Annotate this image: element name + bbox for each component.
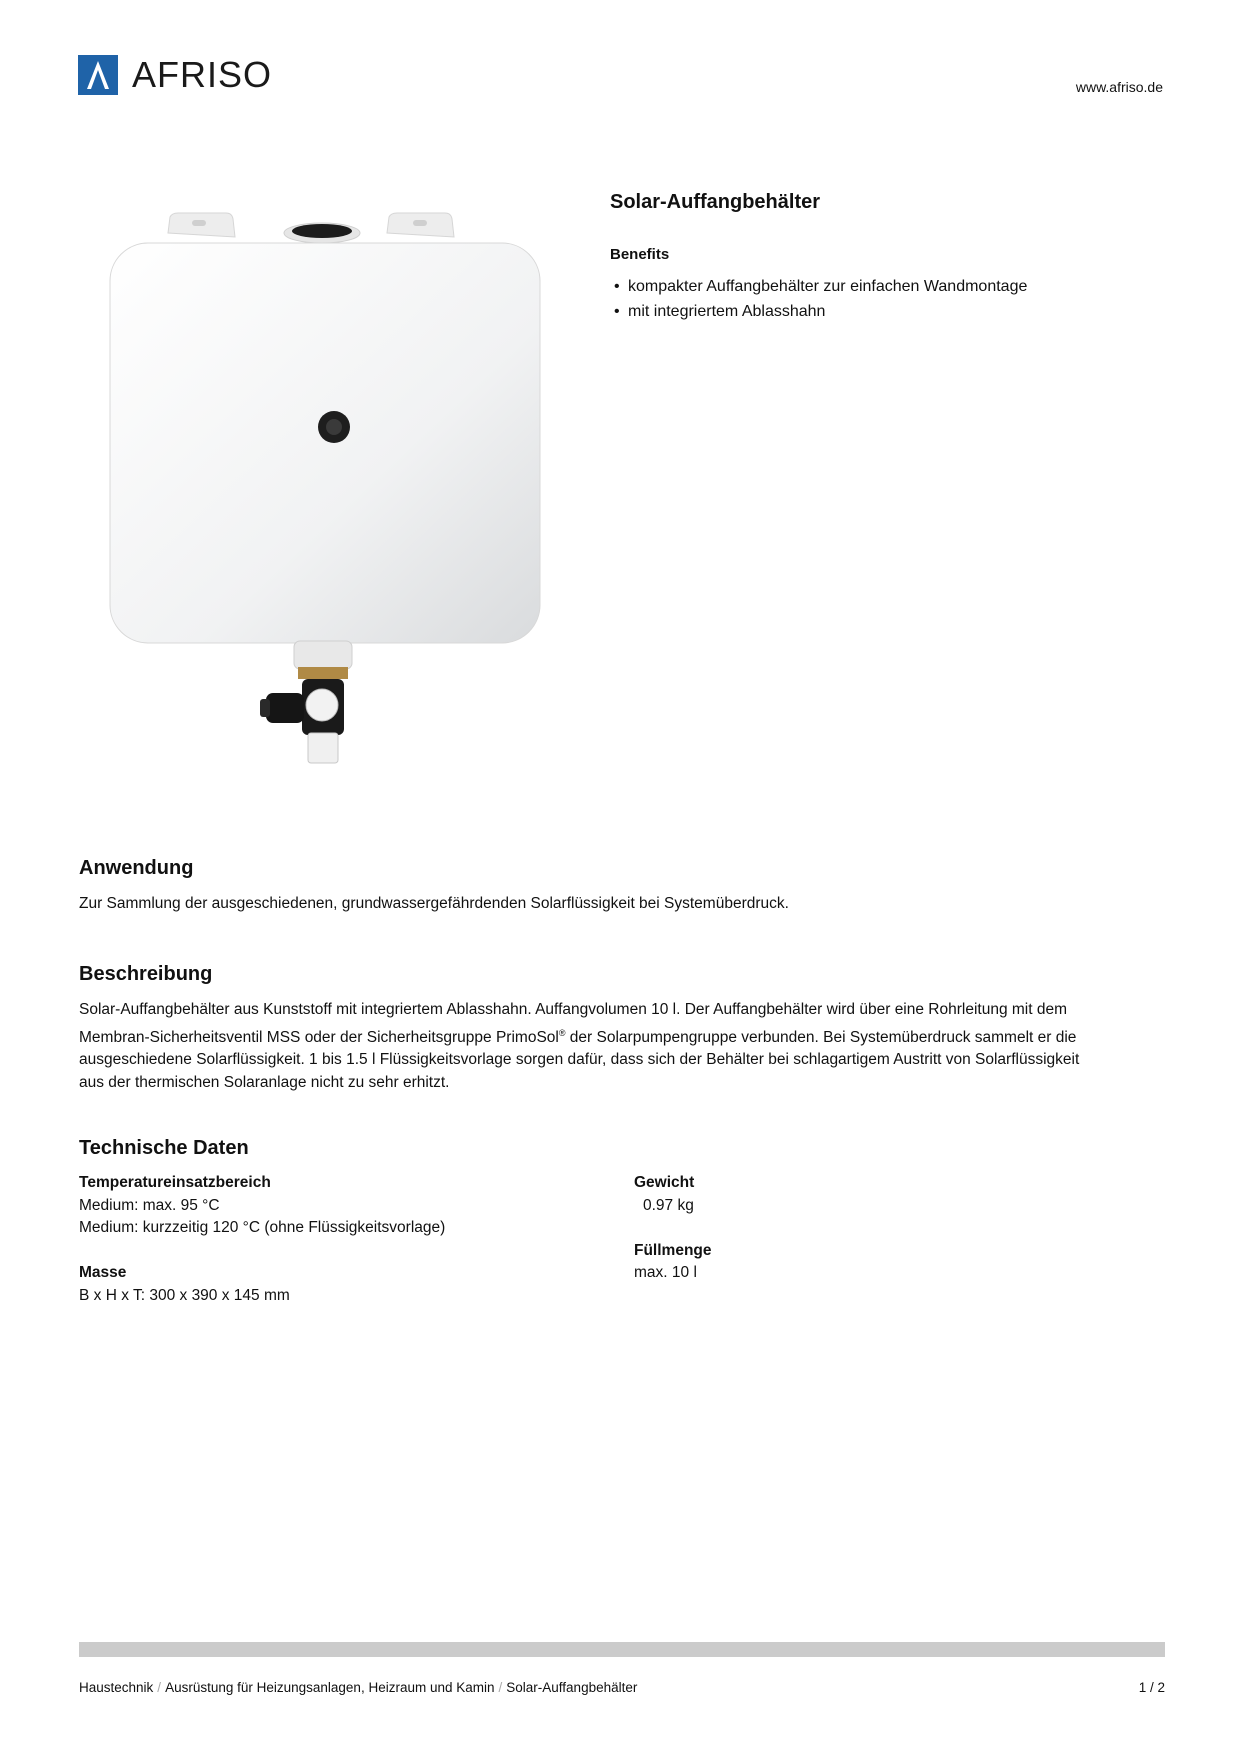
fuellmenge-value: max. 10 l	[634, 1264, 697, 1281]
registered-mark: ®	[558, 1027, 566, 1038]
beschreibung-line	[79, 1022, 1169, 1050]
collection-tank-image	[100, 205, 550, 775]
section-title-beschreibung: Beschreibung	[79, 963, 213, 985]
bullet-icon: •	[614, 303, 620, 320]
benefits-heading: Benefits	[610, 246, 670, 263]
section-title-anwendung: Anwendung	[79, 857, 194, 879]
afriso-triangle-logo-icon	[78, 55, 118, 95]
footer	[79, 1680, 1165, 1695]
footer-divider-bar	[79, 1642, 1165, 1657]
temperatur-value: Medium: max. 95 °C	[79, 1196, 220, 1214]
beschreibung-text	[79, 999, 1169, 1094]
afriso-logo	[78, 55, 272, 95]
temperatur-label: Temperatureinsatzbereich	[79, 1174, 271, 1191]
section-title-technische-daten: Technische Daten	[79, 1137, 249, 1159]
breadcrumb-separator: /	[498, 1680, 503, 1695]
breadcrumb-item[interactable]: Haustechnik	[79, 1680, 154, 1695]
masse-label: Masse	[79, 1264, 127, 1281]
beschreibung-segment: der Solarpumpengruppe verbunden. Bei Systemüberdruck sammelt er die	[565, 1028, 1077, 1046]
benefit-text: kompakter Auffangbehälter zur einfachen Wandmontage	[628, 278, 1028, 295]
breadcrumb	[79, 1680, 637, 1695]
benefit-text: mit integriertem Ablasshahn	[628, 303, 826, 320]
beschreibung-segment: Membran-Sicherheitsventil MSS oder der Sicherheitsgruppe PrimoSol	[79, 1028, 559, 1046]
product-title: Solar-Auffangbehälter	[610, 191, 821, 213]
gewicht-label: Gewicht	[634, 1174, 695, 1191]
page-number: 1 / 2	[1138, 1680, 1165, 1695]
beschreibung-line: Solar-Auffangbehälter aus Kunststoff mit integriertem Ablasshahn. Auffangvolumen 10 l. Der Auffangbehälter wird über eine Rohrleitung mit dem	[79, 1001, 1067, 1018]
gewicht-value: 0.97 kg	[643, 1196, 694, 1214]
fuellmenge-label: Füllmenge	[634, 1241, 712, 1259]
beschreibung-line: ausgeschiedene Solarflüssigkeit. 1 bis 1.5 l Flüssigkeitsvorlage sorgen dafür, dass sich der Behälter bei schlagartigem Austritt von Solarflüssigkeit	[79, 1051, 1080, 1069]
benefit-item	[614, 301, 1027, 326]
anwendung-text: Zur Sammlung der ausgeschiedenen, grundwassergefährdenden Solarflüssigkeit bei Systemüberdruck.	[79, 895, 789, 912]
masse-value: B x H x T: 300 x 390 x 145 mm	[79, 1286, 290, 1304]
brand-name: AFRISO	[132, 54, 273, 95]
tech-data-right-column	[634, 1172, 712, 1285]
bullet-icon: •	[614, 278, 620, 295]
website-url[interactable]: www.afriso.de	[1075, 79, 1163, 95]
benefits-list	[614, 276, 1027, 326]
tech-data-left-column	[79, 1172, 445, 1307]
breadcrumb-item[interactable]: Ausrüstung für Heizungsanlagen, Heizraum und Kamin	[165, 1680, 495, 1695]
beschreibung-line: aus der thermischen Solaranlage nicht zu sehr erhitzt.	[79, 1073, 450, 1091]
breadcrumb-item[interactable]: Solar-Auffangbehälter	[506, 1680, 638, 1695]
breadcrumb-separator: /	[157, 1680, 162, 1695]
temperatur-value: Medium: kurzzeitig 120 °C (ohne Flüssigkeitsvorlage)	[79, 1219, 446, 1236]
benefit-item	[614, 276, 1027, 301]
